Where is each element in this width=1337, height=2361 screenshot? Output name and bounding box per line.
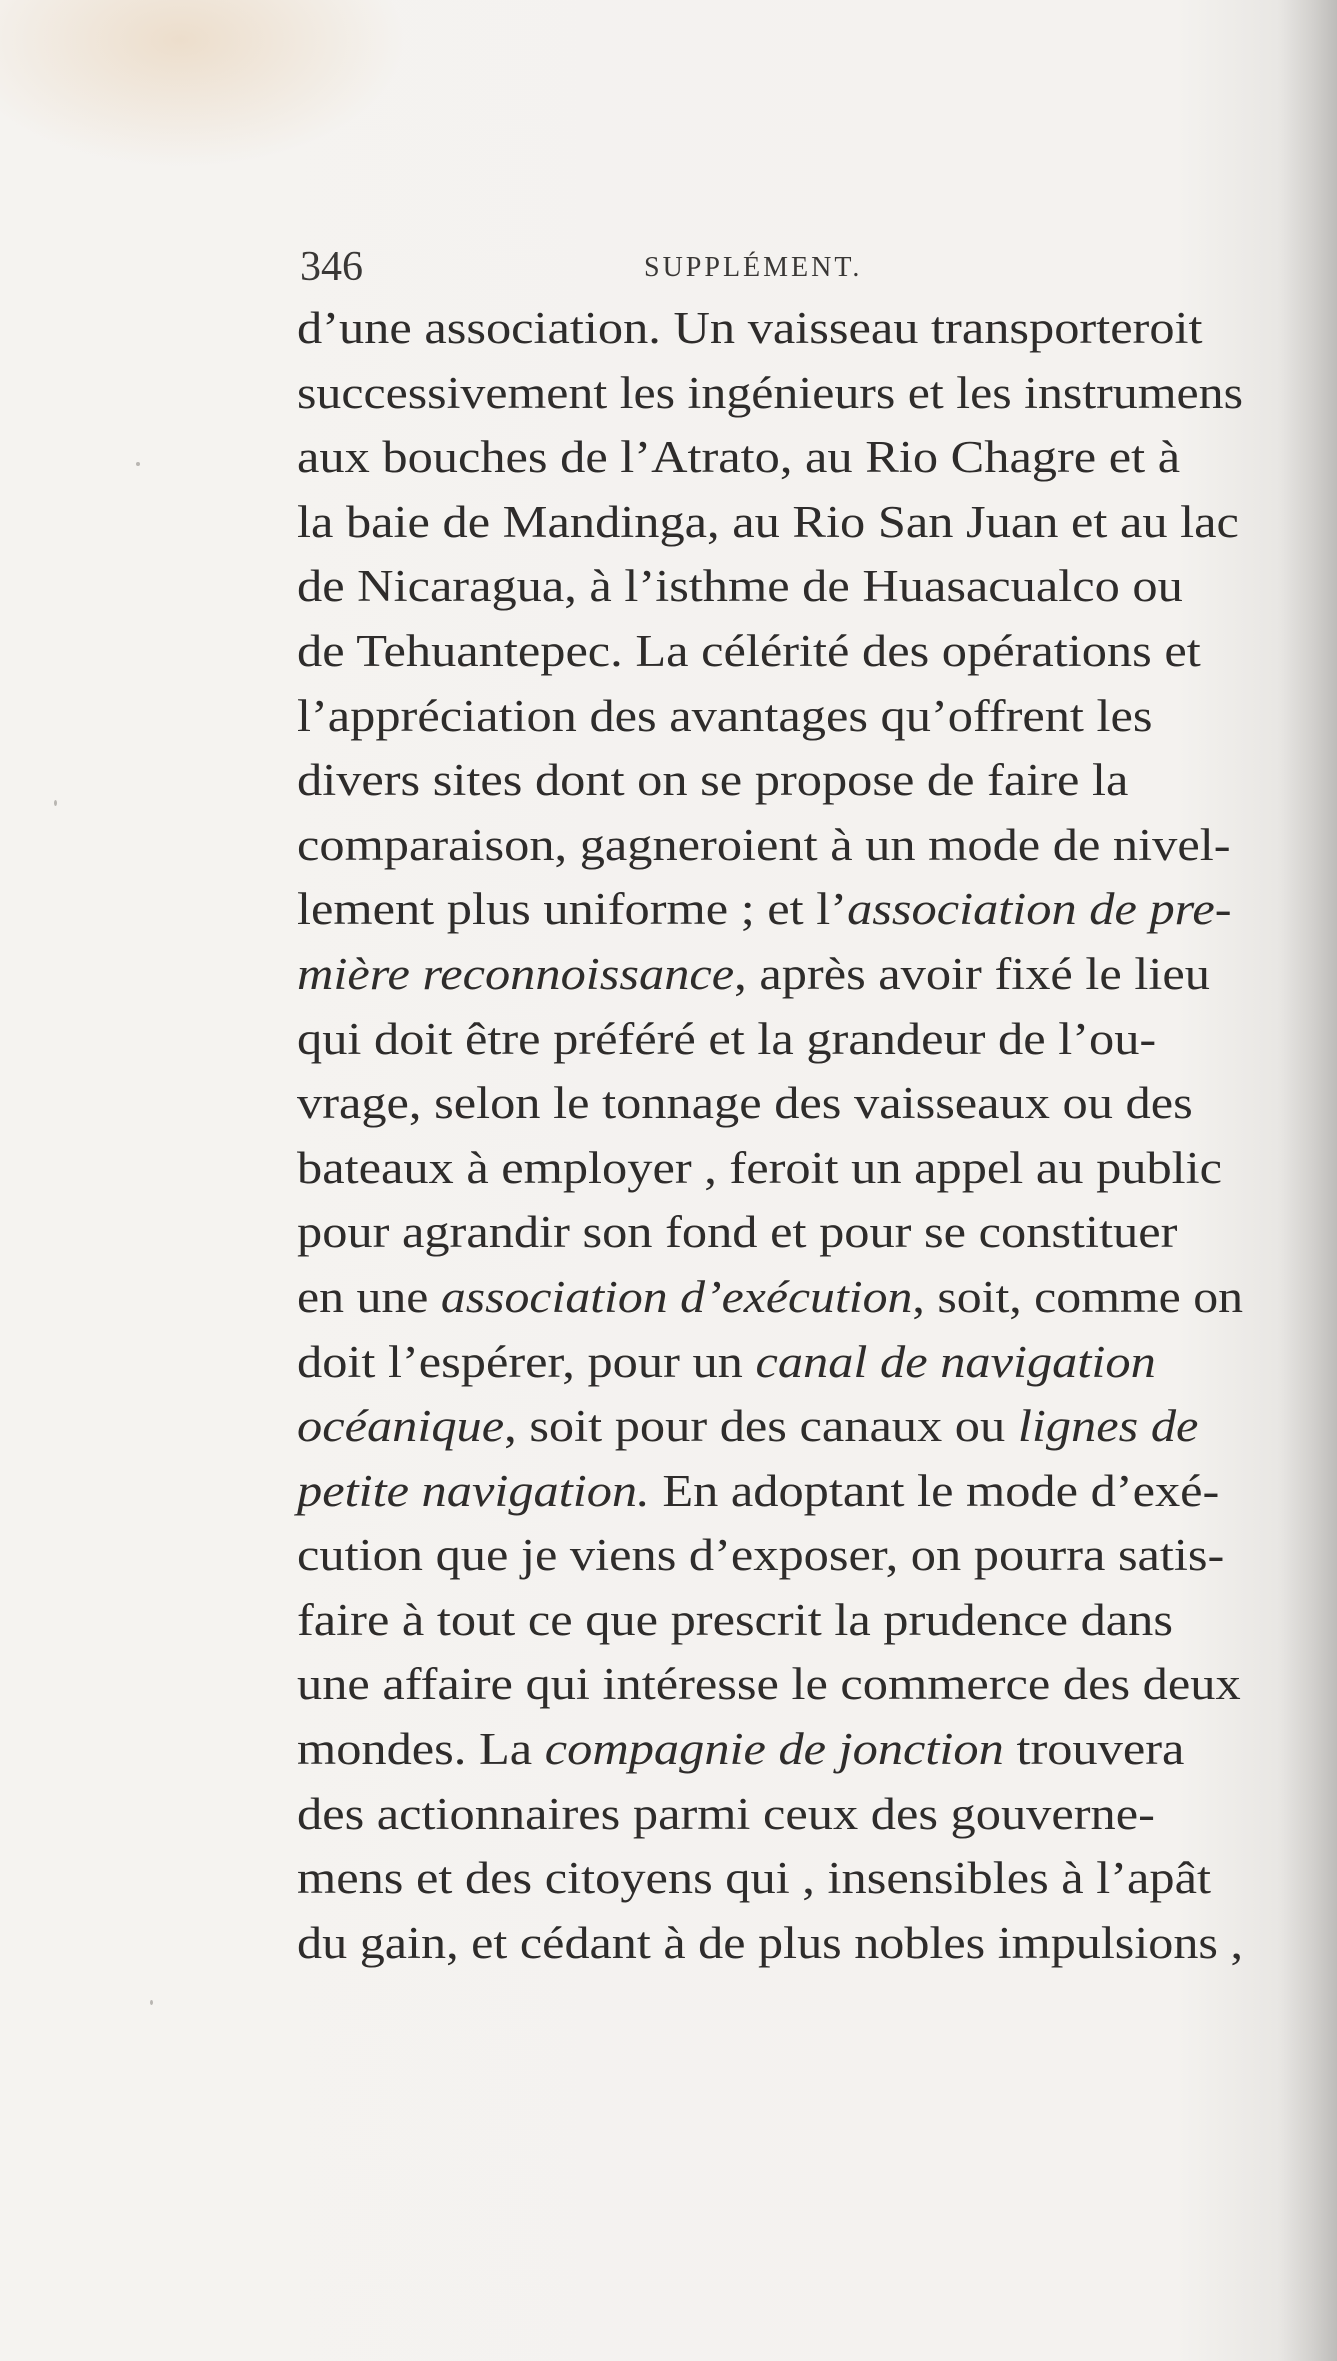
text-line <box>297 748 1237 813</box>
text-line <box>297 296 1237 361</box>
text-run: d’une association. Un vaisseau transporteroit <box>297 303 1203 353</box>
text-line <box>297 813 1237 878</box>
text-run: l’appréciation des avantages qu’offrent les <box>297 690 1153 741</box>
text-run: lement plus uniforme ; et l’ <box>297 884 848 935</box>
text-line <box>297 1652 1241 1717</box>
text-run: aux bouches de l’Atrato, au Rio Chagre et à <box>297 432 1181 483</box>
italic-phrase: canal de navigation <box>755 1336 1156 1387</box>
text-run: cution que je viens d’exposer, on pourra satis- <box>297 1530 1225 1581</box>
text-run: mondes. La <box>297 1724 545 1775</box>
page-number: 346 <box>300 244 363 290</box>
italic-phrase: compagnie de jonction <box>544 1724 1004 1775</box>
text-run: une affaire qui intéresse le commerce des deux <box>297 1659 1241 1710</box>
text-line <box>297 1846 1237 1911</box>
text-line <box>297 1200 1237 1265</box>
text-line <box>297 1071 1237 1136</box>
text-run: doit l’espérer, pour un <box>297 1336 756 1387</box>
paper-speck <box>150 2000 153 2005</box>
text-line <box>297 1265 1244 1330</box>
text-line <box>297 1459 1237 1524</box>
text-line <box>297 490 1237 555</box>
text-run: , soit, comme on <box>912 1271 1244 1322</box>
text-run: comparaison, gagneroient à un mode de nivel- <box>297 819 1231 870</box>
text-line <box>297 619 1237 684</box>
text-run: de Tehuantepec. La célérité des opérations et <box>297 625 1201 676</box>
text-line <box>297 554 1237 619</box>
text-run: successivement les ingénieurs et les instrumens <box>297 367 1244 418</box>
text-line <box>297 1588 1237 1653</box>
text-run: faire à tout ce que prescrit la prudence dans <box>297 1594 1173 1645</box>
text-run: la baie de Mandinga, au Rio San Juan et au lac <box>297 496 1239 547</box>
text-run: bateaux à employer , feroit un appel au public <box>297 1142 1223 1193</box>
text-line <box>297 361 1244 426</box>
text-line <box>297 1717 1237 1782</box>
text-run: vrage, selon le tonnage des vaisseaux ou des <box>297 1078 1193 1129</box>
page-edge-shadow <box>1277 0 1337 2361</box>
text-run: En adoptant le mode d’exé- <box>649 1465 1220 1516</box>
text-line <box>297 942 1237 1007</box>
text-run: en une <box>297 1271 441 1322</box>
text-run: trouvera <box>1003 1724 1185 1775</box>
italic-phrase: océanique <box>297 1401 505 1452</box>
italic-phrase: petite navigation. <box>297 1465 650 1516</box>
text-run: , après avoir fixé le lieu <box>734 948 1210 999</box>
text-line <box>297 1330 1237 1395</box>
text-line <box>297 1007 1237 1072</box>
text-line <box>297 1394 1237 1459</box>
text-run: pour agrandir son fond et pour se constituer <box>297 1207 1178 1258</box>
italic-phrase: lignes de <box>1017 1401 1199 1452</box>
text-run: de Nicaragua, à l’isthme de Huasacualco ou <box>297 561 1183 612</box>
italic-phrase: mière reconnoissance <box>297 948 735 999</box>
text-line <box>297 877 1237 942</box>
text-run: du gain, et cédant à de plus nobles impulsions , <box>297 1917 1244 1968</box>
text-run: qui doit être préféré et la grandeur de l’ou- <box>297 1013 1157 1064</box>
text-run: , soit pour des canaux ou <box>504 1401 1018 1452</box>
text-line <box>297 425 1237 490</box>
text-line <box>297 684 1237 749</box>
body-text <box>297 296 1244 1975</box>
paper-speck <box>136 462 140 466</box>
running-head: SUPPLÉMENT. <box>644 252 863 283</box>
text-run: divers sites dont on se propose de faire la <box>297 755 1129 806</box>
text-line <box>297 1782 1237 1847</box>
italic-phrase: association d’exécution <box>440 1271 913 1322</box>
text-run: mens et des citoyens qui , insensibles à l’apât <box>297 1853 1212 1904</box>
text-line <box>297 1523 1237 1588</box>
text-run: des actionnaires parmi ceux des gouverne- <box>297 1788 1155 1839</box>
text-line <box>297 1911 1244 1976</box>
paper-speck <box>54 800 57 806</box>
text-line <box>297 1136 1237 1201</box>
page-header <box>300 240 880 294</box>
italic-phrase: association de pre- <box>847 884 1232 935</box>
